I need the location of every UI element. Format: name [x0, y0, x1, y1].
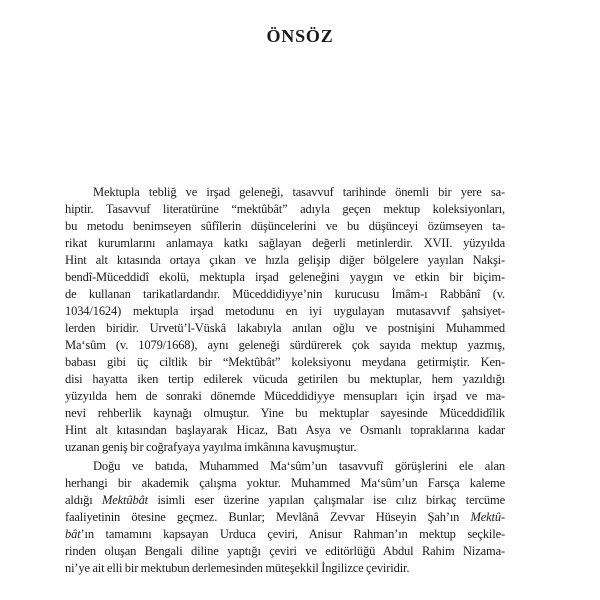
- text-line: [65, 526, 505, 543]
- text-segment: hiptir. Tasavvuf literatürüne “mektûbât” adıyla geçen mektup koleksiyonları,: [65, 202, 505, 216]
- text-segment: Hint alt kıtasından başlayarak Hicaz, Batı Asya ve Osmanlı topraklarına kadar: [65, 423, 505, 437]
- text-segment: ’ın tamamını kapsayan Urduca çeviri, Anisur Rahman’ın mektup seçkile-: [80, 527, 505, 541]
- text-line: [65, 252, 505, 269]
- text-line: [65, 235, 505, 252]
- book-title-italic: bât: [65, 527, 81, 541]
- text-segment: Mektupla tebliğ ve irşad geleneği, tasavvuf tarihinde önemli bir yere sa-: [93, 185, 505, 199]
- paragraph: [65, 458, 505, 577]
- text-line: [65, 354, 505, 371]
- text-line: [65, 371, 505, 388]
- text-line: [65, 218, 505, 235]
- text-segment: uzanan geniş bir coğrafyaya yayılma imkânına kavuşmuştur.: [65, 440, 357, 454]
- book-title-italic: Mektûbât: [102, 493, 149, 507]
- text-segment: isimli eser üzerine yapılan çalışmalar ise cılız birkaç tercüme: [148, 493, 505, 507]
- book-title-italic: Mektû-: [470, 510, 505, 524]
- text-segment: ni’ye ait elli bir mektubun derlemesinden müteşekkil İngilizce çeviridir.: [65, 561, 410, 575]
- text-line: [65, 492, 505, 509]
- text-segment: de kullanan tarikatlardandır. Müceddidiyye’nin kurucusu İmâm-ı Rabbânî (v.: [65, 287, 505, 301]
- paragraph: [65, 184, 505, 456]
- text-segment: rikat kurumlarını anlamaya katkı sağlayan değerli metinlerdir. XVII. yüzyılda: [65, 236, 505, 250]
- text-line: [65, 475, 505, 492]
- text-segment: Hint alt kıtasında ortaya çıkan ve hızla gelişip diğer bölgelere yayılan Nakşi-: [65, 253, 505, 267]
- text-segment: bendî-Müceddidî ekolü, mektupla irşad geleneğini yaygın ve etkin bir biçim-: [65, 270, 505, 284]
- text-line: [65, 201, 505, 218]
- text-line: [65, 337, 505, 354]
- text-line: [65, 320, 505, 337]
- text-segment: rinden oluşan Bengali diline yaptığı çeviri ve editörlüğü Abdul Rahim Nizama-: [65, 544, 505, 558]
- text-segment: lerden biridir. Urvetü’l-Vüskâ lakabıyla anılan oğlu ve postnişini Muhammed: [65, 321, 505, 335]
- text-line: [65, 269, 505, 286]
- text-line: [65, 388, 505, 405]
- text-segment: bu metodu benimseyen sûfîlerin düşüncelerini ve bu düşünceyi özümseyen ta-: [65, 219, 505, 233]
- text-segment: faaliyetinin ötesine geçmez. Bunlar; Mevlânâ Zevvar Hüseyin Şah’ın: [65, 510, 471, 524]
- text-segment: herhangi bir akademik çalışma yoktur. Muhammed Ma‘sûm’un Farsça kaleme: [65, 476, 505, 490]
- text-segment: Doğu ve batıda, Muhammed Ma‘sûm’un tasavvufî görüşlerini ele alan: [93, 459, 505, 473]
- text-segment: Ma‘sûm (v. 1079/1668), aynı geleneği sürdürerek çok sayıda mektup yazmış,: [65, 338, 505, 352]
- text-line: [65, 184, 505, 201]
- text-line: [65, 405, 505, 422]
- text-line: [65, 303, 505, 320]
- text-line: [65, 560, 505, 577]
- page-title: ÖNSÖZ: [266, 26, 334, 46]
- text-line: [65, 439, 505, 456]
- text-line: [65, 543, 505, 560]
- text-segment: babası gibi üç ciltlik bir “Mektûbât” koleksiyonu meydana getirmiştir. Ken-: [65, 355, 505, 369]
- text-segment: yüzyılda hem de sonraki dönemde Müceddidiyye mensupları için irşad ve ma-: [65, 389, 505, 403]
- text-segment: nevi rehberlik kaynağı olmuştur. Yine bu mektuplar sayesinde Müceddidîlik: [65, 406, 505, 420]
- text-line: [65, 509, 505, 526]
- text-segment: disi hayatta iken tertip edilerek vücuda getirilen bu mektuplar, hem yazıldığı: [65, 372, 505, 386]
- text-segment: 1034/1624) mektupla irşad metodunu en iyi uygulayan mutasavvıf şahsiyet-: [65, 304, 505, 318]
- text-line: [65, 422, 505, 439]
- text-line: [65, 286, 505, 303]
- text-segment: aldığı: [65, 493, 102, 507]
- text-line: [65, 458, 505, 475]
- body-text: [65, 184, 505, 577]
